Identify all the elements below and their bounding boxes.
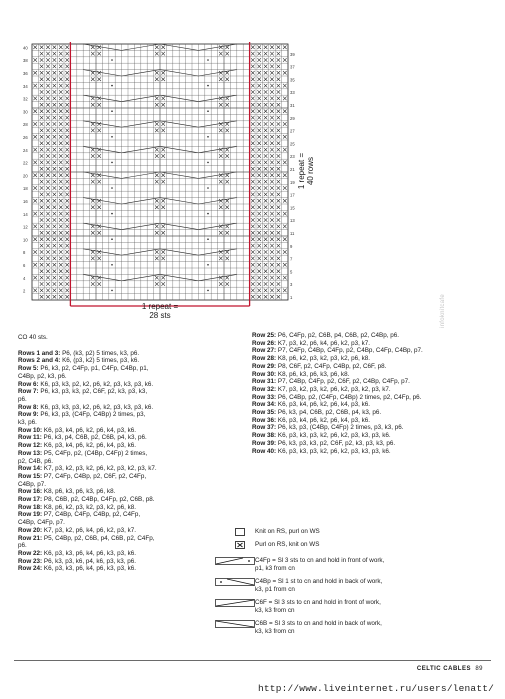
row-instruction (18, 535, 226, 543)
row-number-right: 9 (290, 243, 293, 249)
row-instruction (252, 386, 452, 394)
row-label: Row 23: (18, 557, 43, 565)
row-instruction (18, 411, 226, 419)
row-instruction (252, 417, 452, 425)
row-number-right: 7 (290, 256, 293, 262)
row-text: P5, C4Bp, p2, C6B, p4, C6B, p2, C4Fp, (42, 534, 155, 542)
row-number-left: 24 (23, 147, 28, 153)
page-footer (417, 666, 483, 672)
row-text: K7, p3, k2, p3, k2, p6, k2, p3, k2, p3, k7. (42, 465, 157, 473)
repeat-v-line1: 1 repeat = (297, 152, 306, 190)
row-instruction (252, 340, 452, 348)
row-instruction (18, 504, 226, 512)
row-label: Row 26: (252, 339, 277, 347)
row-number-right: 11 (290, 231, 295, 236)
repeat-h-line2: 28 sts (149, 311, 171, 320)
row-text: K6, p3, k3, p3, k2, p6, k2, p3, k3, p3, k6. (276, 432, 391, 440)
row-text: P6, k3, p3, (C4Bp, C4Fp) 2 times, p3, k3, p6. (276, 424, 404, 432)
row-text: K6, p3, k3, p2, k2, p6, k2, p3, k3, p3, k6. (38, 380, 154, 388)
row-instruction (18, 465, 226, 473)
row-number-right: 27 (290, 128, 295, 134)
row-continuation: C4Bp, p2, k3, p6. (18, 372, 67, 380)
row-number-left: 2 (23, 288, 26, 294)
row-instruction (18, 488, 226, 496)
row-label: Row 15: (18, 472, 43, 480)
row-label: Row 9: (18, 411, 39, 419)
row-number-left: 12 (23, 224, 28, 230)
vertical-repeat-label (291, 142, 321, 196)
c6b-symbol-icon (215, 620, 255, 628)
row-text: K6, p3, k3, p6, k4, p6, k3, p3, k6. (42, 549, 136, 557)
row-number-right: 39 (290, 51, 295, 57)
cable-dot (111, 213, 113, 215)
cable-dot (207, 290, 209, 292)
chart-grid (22, 40, 294, 312)
row-number-right: 25 (290, 141, 295, 147)
footer-page-number: 89 (475, 666, 483, 672)
cable-dot (207, 85, 209, 87)
legend-knit-line1: Knit on RS, purl on WS (255, 528, 320, 535)
row-instruction (252, 448, 452, 456)
row-text: K6, (p3, k2) 5 times, p3, k6. (60, 357, 140, 365)
row-label: Row 27: (252, 347, 277, 355)
row-instruction (252, 347, 452, 355)
cable-dot (207, 59, 209, 61)
row-instruction (252, 371, 452, 379)
row-instruction (252, 332, 452, 340)
knitting-chart (22, 40, 294, 312)
row-label: Row 18: (18, 503, 43, 511)
row-label: Row 7: (18, 388, 39, 396)
cable-dot (111, 290, 113, 292)
legend-c4fp-line1: C4Fp = Sl 3 sts to cn and hold in front of work, (255, 557, 385, 564)
row-number-right: 21 (290, 167, 295, 172)
row-text: P8, C6B, p2, C4Bp, C4Fp, p2, C6B, p8. (42, 496, 155, 504)
row-number-right: 15 (290, 205, 295, 211)
row-number-left: 8 (23, 250, 26, 256)
row-list-left (18, 350, 226, 573)
purl-symbol-icon (235, 541, 245, 549)
row-number-left: 38 (23, 58, 28, 64)
cable-dot (207, 162, 209, 164)
legend-c6b-text (255, 620, 451, 635)
row-text: P6, k3, p4, C6B, p2, C6B, p4, k3, p6. (276, 409, 382, 417)
row-number-left: 26 (23, 135, 28, 140)
footer-rule (14, 660, 491, 661)
row-text: P7, C4Fp, C4Bp, p2, C6F, p2, C4Fp, (42, 472, 147, 480)
row-number-right: 31 (290, 103, 295, 108)
cable-dot (207, 110, 209, 112)
row-text: P5, C4Fp, p2, (C4Bp, C4Fp) 2 times, (42, 449, 148, 457)
legend-c6f-line2: k3, k3 from cn (255, 606, 295, 614)
legend-c4bp-line1: C4Bp = Sl 1 st to cn and hold in back of work, (255, 578, 383, 585)
cable-dot (111, 136, 113, 138)
c4bp-symbol-icon (215, 578, 255, 586)
row-number-left: 14 (23, 211, 28, 217)
row-instruction (18, 381, 226, 389)
row-text: K6, p3, k4, p6, k2, p6, k4, p3, k6. (42, 442, 136, 450)
repeat-h-line1: 1 repeat = (141, 302, 179, 311)
row-text: P6, k3, p2, C4Fp, p1, C4Fp, C4Bp, p1, (38, 365, 149, 373)
row-label: Row 39: (252, 439, 277, 447)
row-label: Row 20: (18, 526, 43, 534)
row-instruction (252, 432, 452, 440)
row-number-left: 16 (23, 199, 28, 204)
row-number-left: 34 (23, 83, 28, 89)
row-text: K6, p3, k4, p6, k2, p6, k4, p3, k6. (276, 416, 370, 424)
row-number-right: 3 (290, 282, 293, 288)
row-instruction (252, 409, 452, 417)
cable-dot (111, 110, 113, 112)
row-label: Row 17: (18, 496, 43, 504)
row-label: Row 32: (252, 385, 277, 393)
row-label: Row 6: (18, 380, 39, 388)
row-list-right (252, 332, 452, 455)
knit-symbol-icon (235, 528, 245, 536)
row-text: K7, p3, k2, p3, k2, p6, k2, p3, k2, p3, k7. (276, 385, 391, 393)
legend-c4bp-line2: k3, p1 from cn (255, 585, 295, 593)
row-label: Row 35: (252, 409, 277, 417)
row-label: Rows 2 and 4: (18, 357, 61, 365)
row-number-left: 4 (23, 275, 26, 281)
row-text: K8, p6, k3, p6, k3, p6, k8. (276, 370, 350, 378)
row-number-left: 22 (23, 160, 28, 166)
row-instruction (18, 496, 226, 504)
source-url: http://www.liveinternet.ru/users/lenatt/ (258, 683, 495, 694)
row-instruction (252, 378, 452, 386)
row-label: Row 38: (252, 432, 277, 440)
repeat-v-text (297, 144, 315, 198)
legend-knit-text (255, 528, 451, 536)
row-instruction (252, 363, 452, 371)
row-number-right: 1 (290, 295, 293, 300)
row-label: Row 13: (18, 449, 43, 457)
row-number-left: 20 (23, 173, 28, 179)
row-label: Row 16: (18, 488, 43, 496)
row-label: Row 5: (18, 365, 39, 373)
cable-dot (207, 238, 209, 240)
row-continuation: p6. (18, 542, 27, 550)
row-number-left: 32 (23, 96, 28, 102)
cast-on-line: CO 40 sts. (18, 334, 48, 341)
row-instruction (18, 442, 226, 450)
cable-dot (207, 187, 209, 189)
cable-dot (111, 238, 113, 240)
row-instruction (252, 355, 452, 363)
instructions-left-column (18, 334, 226, 573)
legend-c6b-line1: C6B = Sl 3 sts to cn and hold in back of work, (255, 620, 382, 627)
row-number-left: 6 (23, 263, 26, 268)
row-text: P7, C4Bp, C4Fp, p2, C6F, p2, C4Bp, C4Fp, p7. (276, 378, 410, 386)
row-text: P6, k3, p4, C6B, p2, C6B, p4, k3, p6. (41, 434, 147, 442)
row-continuation: p2, C4B, p6. (18, 457, 54, 465)
cable-dot (111, 162, 113, 164)
row-label: Row 8: (18, 403, 39, 411)
repeat-v-line2: 40 rows (306, 157, 315, 186)
row-instruction (18, 565, 226, 573)
cable-dot (207, 213, 209, 215)
side-watermark: infoknitcafe (440, 294, 446, 328)
row-instruction (18, 357, 226, 365)
row-text: K8, p6, k3, p6, k3, p6, k8. (42, 488, 116, 496)
row-label: Row 33: (252, 393, 277, 401)
horizontal-repeat-label (127, 302, 193, 320)
row-instruction (18, 550, 226, 558)
row-text: P6, k3, p3, k6, p4, k6, p3, k3, p6. (42, 557, 136, 565)
legend-purl-line1: Purl on RS, knit on WS (255, 541, 320, 548)
row-text: K6, p3, k4, p6, k2, p6, k4, p3, k6. (42, 426, 136, 434)
instructions-right-column (252, 332, 452, 455)
c6f-symbol-icon (215, 599, 255, 607)
row-continuation: k3, p6. (18, 419, 37, 427)
row-label: Row 29: (252, 362, 277, 370)
row-text: P6, C4Fp, p2, C6B, p4, C6B, p2, C4Bp, p6. (276, 332, 400, 339)
cable-dot (207, 136, 209, 138)
row-number-right: 17 (290, 192, 295, 198)
legend-c6b-line2: k3, k3 from cn (255, 627, 295, 635)
row-label: Row 19: (18, 511, 43, 519)
row-label: Rows 1 and 3: (18, 349, 61, 357)
row-text: P6, k3, p3, (C4Fp, C4Bp) 2 times, p3, (38, 411, 146, 419)
row-instruction (252, 401, 452, 409)
row-instruction (18, 388, 226, 396)
row-instruction (18, 404, 226, 412)
row-text: K6, p3, k3, p3, k2, p6, k2, p3, k3, p3, k6. (38, 403, 154, 411)
legend-c4fp-text (255, 557, 451, 572)
row-instruction (18, 434, 226, 442)
row-text: P7, C4Fp, C4Bp, C4Fp, p2, C4Bp, C4Fp, C4Bp, p7. (276, 347, 423, 355)
row-number-right: 5 (290, 269, 293, 275)
row-label: Row 40: (252, 447, 277, 455)
row-number-left: 28 (23, 122, 28, 128)
row-instruction (18, 511, 226, 519)
row-number-right: 23 (290, 154, 295, 160)
row-text: K6, p3, k3, p3, k2, p6, k2, p3, k3, p3, k6. (276, 447, 391, 455)
row-text: K7, p3, k2, p6, k4, p6, k2, p3, k7. (42, 526, 136, 534)
cable-dot (111, 187, 113, 189)
row-number-right: 29 (290, 115, 295, 121)
legend-c6f-text (255, 599, 451, 614)
row-instruction (18, 558, 226, 566)
row-text: P6, k3, p3, k3, p2, C6F, p2, k3, p3, k3, (38, 388, 148, 396)
row-label: Row 10: (18, 426, 43, 434)
c4fp-symbol-icon (215, 557, 255, 565)
row-continuation: C4Bp, p7. (18, 480, 47, 488)
row-instruction (18, 473, 226, 481)
row-instruction (252, 394, 452, 402)
legend-c4bp-text (255, 578, 451, 593)
row-label: Row 34: (252, 401, 277, 409)
row-label: Row 31: (252, 378, 277, 386)
row-instruction (18, 427, 226, 435)
row-instruction (18, 365, 226, 373)
row-text: P8, C6F, p2, C4Fp, C4Bp, p2, C6F, p8. (276, 362, 387, 370)
legend-purl-text (255, 541, 451, 549)
row-number-left: 18 (23, 186, 28, 192)
row-label: Row 14: (18, 465, 43, 473)
row-instruction (18, 527, 226, 535)
row-text: P7, C4Bp, C4Fp, C4Bp, p2, C4Fp, (42, 511, 141, 519)
row-number-left: 30 (23, 109, 28, 115)
row-continuation: C4Bp, C4Fp, p7. (18, 519, 65, 527)
row-text: K8, p6, k2, p3, k2, p3, k2, p6, k8. (276, 355, 370, 363)
row-label: Row 22: (18, 549, 43, 557)
row-number-right: 19 (290, 179, 295, 185)
row-label: Row 28: (252, 355, 277, 363)
row-number-right: 13 (290, 218, 295, 224)
row-number-right: 35 (290, 77, 295, 83)
row-text: P6, C4Bp, p2, (C4Fp, C4Bp) 2 times, p2, C4Fp, p6. (276, 393, 422, 401)
row-label: Row 11: (18, 434, 42, 442)
cable-dot (207, 264, 209, 266)
footer-section-title: CELTIC CABLES (416, 666, 471, 672)
row-label: Row 37: (252, 424, 277, 432)
cable-dot (111, 264, 113, 266)
row-instruction (18, 450, 226, 458)
row-continuation: p6. (18, 395, 27, 403)
row-number-left: 10 (23, 237, 28, 243)
cable-dot (111, 59, 113, 61)
row-number-left: 40 (23, 45, 28, 51)
row-instruction (252, 440, 452, 448)
cable-dot (111, 85, 113, 87)
row-text: K8, p6, k2, p3, k2, p3, k2, p6, k8. (42, 503, 136, 511)
row-number-left: 36 (23, 71, 28, 76)
row-text: P6, k3, p3, k3, p2, C6F, p2, k3, p3, k3, p6. (276, 439, 396, 447)
row-instruction (252, 424, 452, 432)
legend-c6f-line1: C6F = Sl 3 sts to cn and hold in front of work, (255, 599, 381, 606)
row-number-right: 37 (290, 64, 295, 70)
row-number-right: 33 (290, 90, 295, 96)
row-text: K7, p3, k2, p6, k4, p6, k2, p3, k7. (276, 339, 370, 347)
row-label: Row 24: (18, 565, 43, 573)
row-text: K6, p3, k4, p6, k2, p6, k4, p3, k6. (276, 401, 370, 409)
legend-c4fp-line2: p1, k3 from cn (255, 564, 295, 572)
row-text: K6, p3, k3, p6, k4, p6, k3, p3, k6. (42, 565, 136, 573)
row-instruction (18, 350, 226, 358)
row-label: Row 36: (252, 416, 277, 424)
row-text: P6, (k3, p2) 5 times, k3, p6. (60, 349, 140, 357)
row-label: Row 12: (18, 442, 43, 450)
row-label: Row 21: (18, 534, 43, 542)
row-label: Row 25: (252, 332, 277, 339)
row-label: Row 30: (252, 370, 277, 378)
